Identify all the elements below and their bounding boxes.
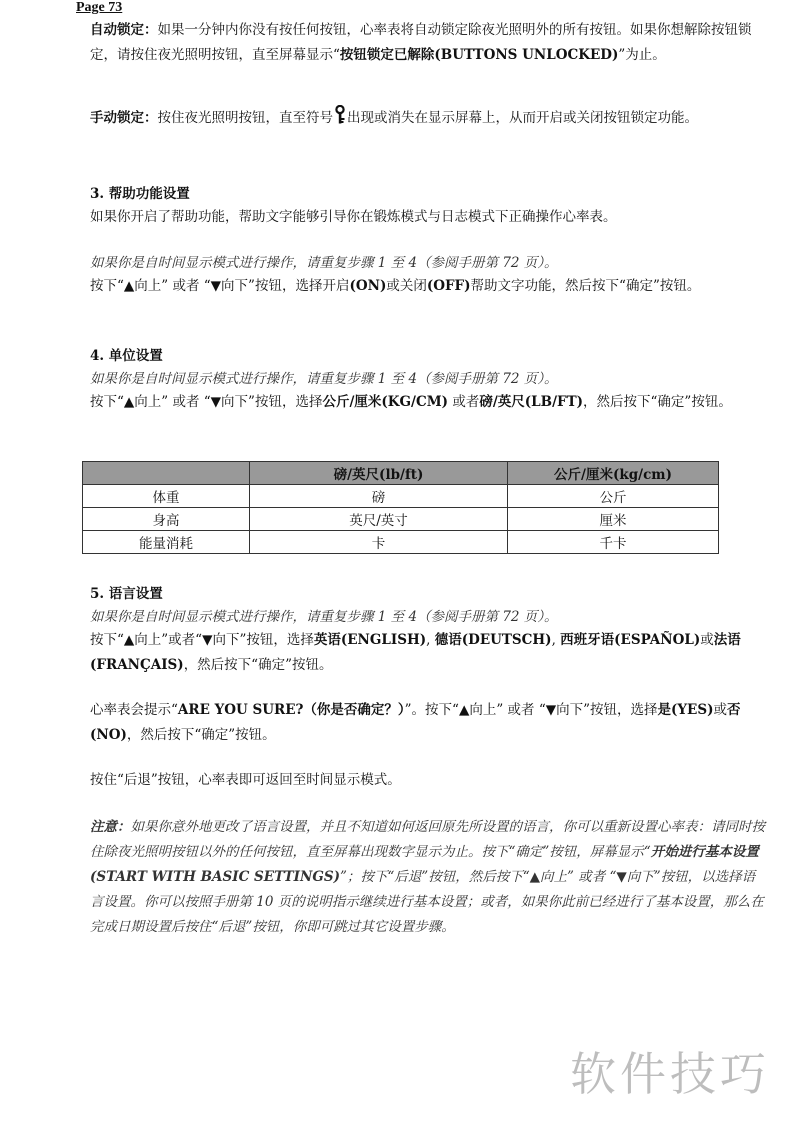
table-cell: 厘米 [508,508,719,531]
table-row [83,531,719,554]
table-cell: 身高 [83,508,250,531]
units-table-header-cell: 公斤/厘米(kg/cm) [508,462,719,485]
language-instr-1: 按下“▲向上”或者“▼向下”按钮，选择 [90,632,314,648]
units-note: 如果你是自时间显示模式进行操作，请重复步骤 1 至 4（参阅手册第 72 页）。 [90,371,558,387]
confirm-paragraph [90,698,766,748]
help-instr-2: 或关闭 [386,278,427,294]
help-note: 如果你是自时间显示模式进行操作，请重复步骤 1 至 4（参阅手册第 72 页）。 [90,255,558,271]
units-kg-option: 公斤/厘米(KG/CM) [322,394,449,410]
help-instr-3: 帮助文字功能，然后按下“确定”按钮。 [470,278,701,294]
are-you-sure-text: ARE YOU SURE?（你是否确定？） [177,702,405,718]
units-table-header-cell: 磅/英尺(lb/ft) [250,462,508,485]
key-icon [334,105,346,136]
manual-lock-paragraph [90,103,766,136]
table-cell: 体重 [83,485,250,508]
language-or: 或 [700,632,714,648]
start-basic-settings-text: 开始进行基本设置(START WITH BASIC SETTINGS) [90,844,759,885]
table-cell: 千卡 [508,531,719,554]
auto-lock-label: 自动锁定： [90,22,158,38]
table-cell: 能量消耗 [83,531,250,554]
watermark: 软件技巧 [570,1047,770,1101]
table-row [83,485,719,508]
units-instr-3: ，然后按下“确定”按钮。 [583,394,732,410]
language-english: 英语(ENGLISH) [313,632,427,648]
table-row [83,508,719,531]
manual-lock-text-before: 按住夜光照明按钮，直至符号 [157,110,333,126]
confirm-text-1: 心率表会提示“ [90,702,178,718]
caution-text-2: ”；按下“后退”按钮，然后按下“▲向上” 或者 “▼向下”按钮，以选择语言设置。你可以按照手册第 10 页的说明指示继续进行基本设置；或者，如果你此前已经进行了基本设置，那么在完成日期设置后按住“后退”按钮，你即可跳过其它设置步骤。 [90,869,764,935]
buttons-unlocked-text: 按钮锁定已解除(BUTTONS UNLOCKED) [339,47,619,63]
auto-lock-end: ”为止。 [618,47,666,63]
help-instruction [90,274,766,299]
caution-text-1: 如果你意外地更改了语言设置，并且不知道如何返回原先所设置的语言，你可以重新设置心率表：请同时按住除夜光照明按钮以外的任何按钮，直至屏幕出现数字显示为止。按下“确定”按钮，屏幕显示“ [90,819,765,860]
manual-lock-text-after: 出现或消失在显示屏幕上，从而开启或关闭按钮锁定功能。 [347,110,698,126]
auto-lock-text: 如果一分钟内你没有按任何按钮，心率表将自动锁定除夜光照明外的所有按钮。如果你想解除按钮锁定，请按住夜光照明按钮，直至屏幕显示“ [90,22,752,63]
language-note: 如果你是自时间显示模式进行操作，请重复步骤 1 至 4（参阅手册第 72 页）。 [90,609,558,625]
units-heading: 4. 单位设置 [90,348,163,364]
table-cell: 公斤 [508,485,719,508]
table-cell: 英尺/英寸 [250,508,508,531]
auto-lock-paragraph [90,18,766,68]
units-table [82,461,719,554]
confirm-text-2: ”。按下“▲向上” 或者 “▼向下”按钮，选择 [404,702,658,718]
help-instr-1: 按下“▲向上” 或者 “▼向下”按钮，选择开启 [90,278,350,294]
no-option: 否(NO) [90,702,741,743]
units-table-header [83,462,719,485]
confirm-or: 或 [713,702,727,718]
table-cell: 磅 [250,485,508,508]
language-francais: 法语(FRANÇAIS) [90,632,741,673]
back-paragraph: 按住“后退”按钮，心率表即可返回至时间显示模式。 [90,772,401,788]
units-instruction [90,390,766,415]
language-deutsch: 德语(DEUTSCH) [434,632,552,648]
page-label: Page 73 [76,0,123,15]
manual-lock-label: 手动锁定： [90,110,158,126]
units-instr-2: 或者 [448,394,480,410]
caution-label: 注意： [90,819,131,835]
language-heading: 5. 语言设置 [90,586,163,602]
help-on: (ON) [349,278,387,294]
language-instr-2: ，然后按下“确定”按钮。 [183,657,333,673]
units-instr-1: 按下“▲向上” 或者 “▼向下”按钮，选择 [90,394,323,410]
yes-option: 是(YES) [657,702,714,718]
language-espanol: 西班牙语(ESPAÑOL) [560,632,701,648]
units-table-header-cell [83,462,250,485]
units-lb-option: 磅/英尺(LB/FT) [479,394,584,410]
confirm-text-3: ，然后按下“确定”按钮。 [126,727,276,743]
help-off: (OFF) [426,278,471,294]
help-heading: 3. 帮助功能设置 [90,186,190,202]
help-text: 如果你开启了帮助功能，帮助文字能够引导你在锻炼模式与日志模式下正确操作心率表。 [90,209,617,225]
table-cell: 卡 [250,531,508,554]
language-instruction: 按下“▲向上”或者“▼向下”按钮，选择英语(ENGLISH), 德语(DEUTSCH), 西班牙语(ESPAÑOL)或法语(FRANÇAIS)，然后按下“确定”按钮。 [90,632,741,673]
caution-paragraph [90,815,766,940]
